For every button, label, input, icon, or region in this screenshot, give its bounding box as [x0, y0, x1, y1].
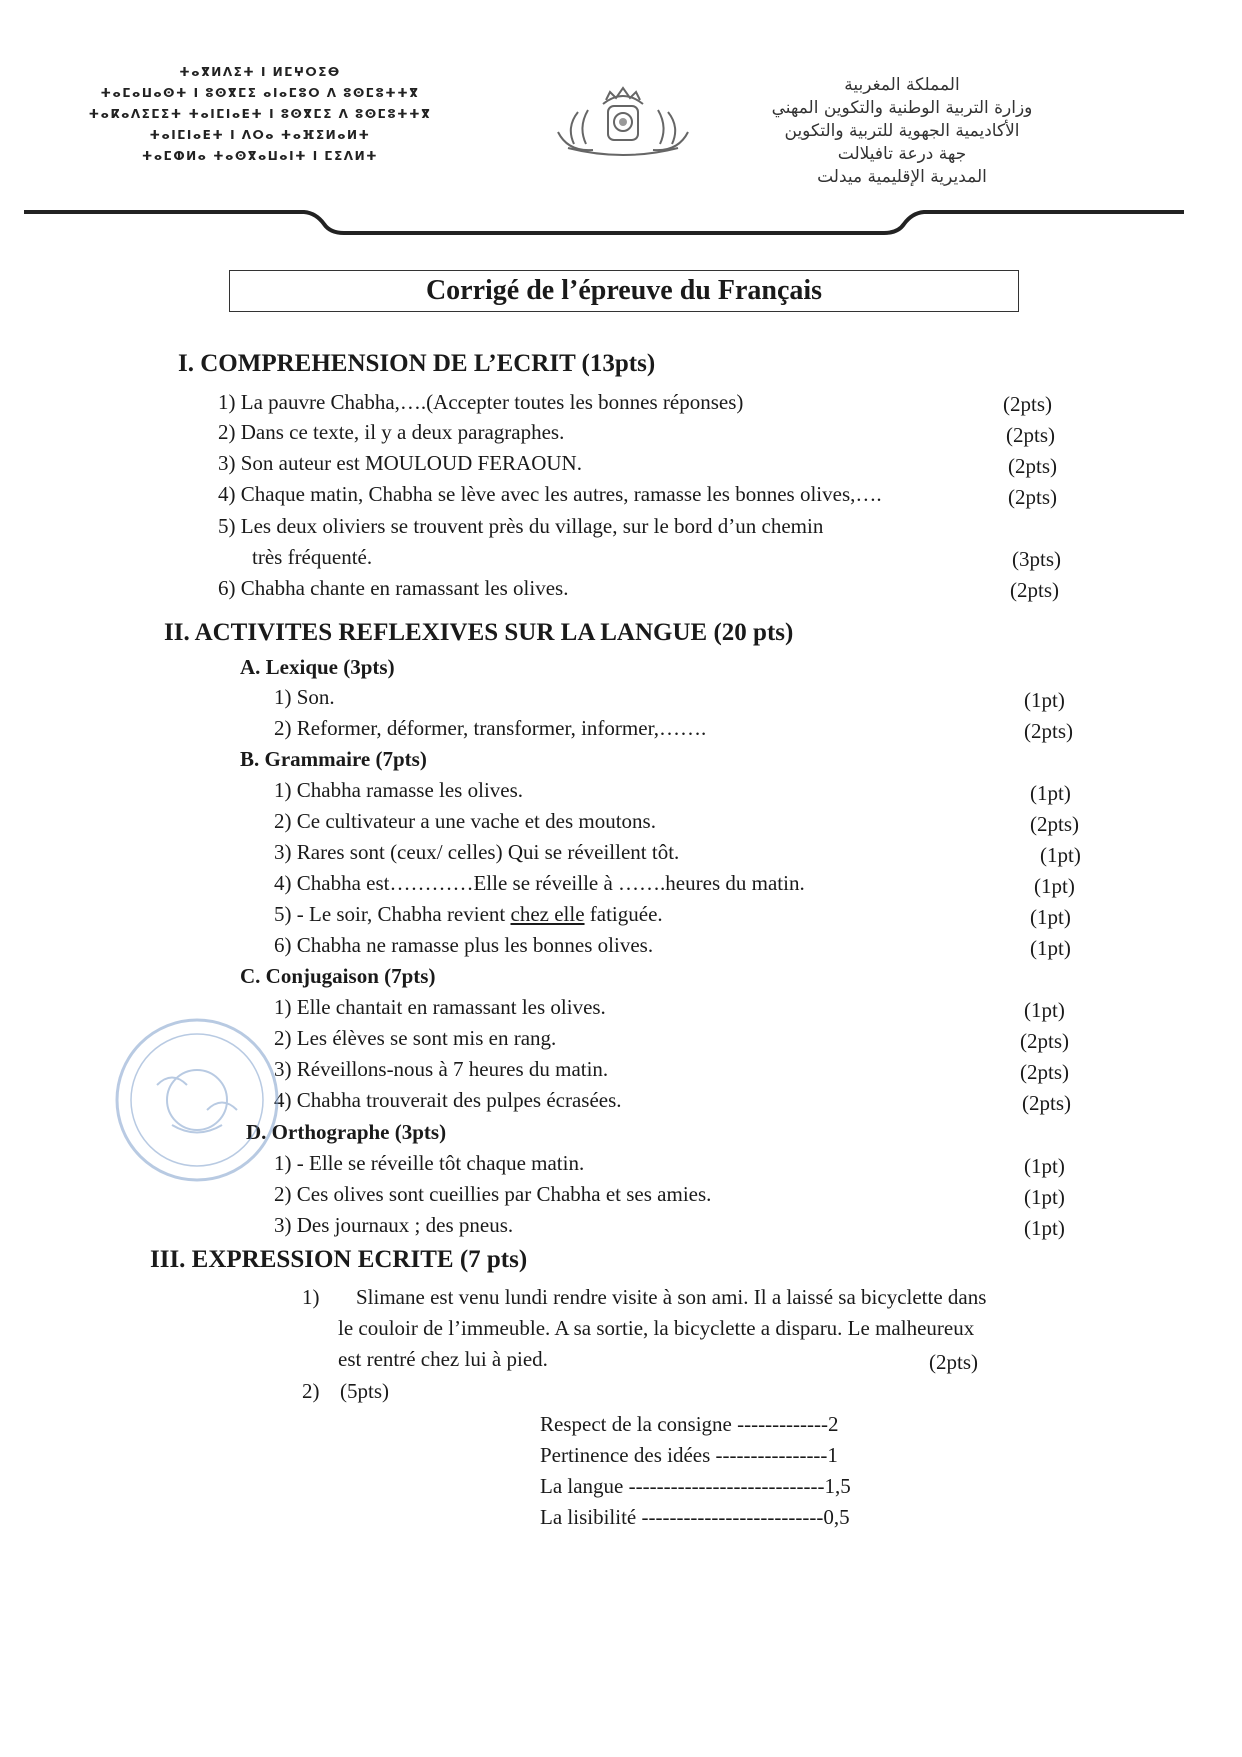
points-label: (1pt)	[1024, 998, 1065, 1022]
answer-text: 2) Ces olives sont cueillies par Chabha et ses amies.	[274, 1182, 712, 1206]
answer-text-continued: très fréquenté.	[252, 545, 373, 569]
answer-text: 2) Reformer, déformer, transformer, informer,…….	[274, 716, 707, 740]
arabic-line: المملكة المغربية	[844, 75, 960, 95]
official-stamp-icon	[112, 1015, 282, 1185]
arabic-line: الأكاديمية الجهوية للتربية والتكوين	[784, 121, 1020, 141]
criteria-label: Pertinence des idées	[540, 1443, 711, 1467]
points-label: (2pts)	[1024, 719, 1073, 743]
royal-emblem-icon	[548, 82, 698, 160]
item-number: 2)	[302, 1379, 320, 1403]
answer-text: 3) Réveillons-nous à 7 heures du matin.	[274, 1057, 609, 1081]
points-label: (1pt)	[1024, 1185, 1065, 1209]
points-label: (2pts)	[1008, 454, 1057, 478]
points-label: (1pt)	[1034, 874, 1075, 898]
answer-text-part: fatiguée.	[584, 902, 663, 926]
points-label: (1pt)	[1030, 781, 1071, 805]
answer-text: 1) Son.	[274, 685, 335, 709]
answer-text: 2) Ce cultivateur a une vache et des moutons.	[274, 809, 656, 833]
points-label: (2pts)	[1006, 423, 1055, 447]
answer-text: 2) Les élèves se sont mis en rang.	[274, 1026, 557, 1050]
points-label: (1pt)	[1030, 905, 1071, 929]
answer-text: 3) Son auteur est MOULOUD FERAOUN.	[218, 451, 582, 475]
tifinagh-line: ⵜⴰⵏⵎⵏⴰⴹⵜ ⵏ ⴷⵔⴰ ⵜⴰⴼⵉⵍⴰⵍⵜ	[149, 128, 371, 142]
answer-text	[274, 902, 663, 926]
points-label: (2pts)	[1020, 1060, 1069, 1084]
arabic-line: المديرية الإقليمية ميدلت	[817, 167, 987, 187]
tifinagh-line: ⵜⴰⴳⵍⴷⵉⵜ ⵏ ⵍⵎⵖⵔⵉⴱ	[179, 65, 341, 79]
expression-line: le couloir de l’immeuble. A sa sortie, la bicyclette a disparu. Le malheureux	[338, 1316, 975, 1340]
answer-text: 5) Les deux oliviers se trouvent près du village, sur le bord d’un chemin	[218, 514, 824, 538]
points-label: (1pt)	[1030, 936, 1071, 960]
subsection-heading: D. Orthographe (3pts)	[246, 1120, 447, 1144]
answer-text: 1) La pauvre Chabha,….(Accepter toutes les bonnes réponses)	[218, 390, 744, 414]
criteria-value: 1,5	[824, 1474, 851, 1498]
points-label: (2pts)	[1008, 485, 1057, 509]
tifinagh-header	[80, 62, 440, 167]
answer-text: 2) Dans ce texte, il y a deux paragraphes.	[218, 420, 565, 444]
criteria-value: 1	[827, 1443, 838, 1467]
answer-text: 4) Chabha trouverait des pulpes écrasées.	[274, 1088, 622, 1112]
answer-text: 1) - Elle se réveille tôt chaque matin.	[274, 1151, 585, 1175]
criteria-row	[540, 1474, 851, 1498]
item-number: 1)	[302, 1285, 320, 1309]
criteria-value: 2	[828, 1412, 839, 1436]
points-label: (2pts)	[1010, 578, 1059, 602]
section-heading: II. ACTIVITES REFLEXIVES SUR LA LANGUE (20 pts)	[164, 619, 794, 646]
page-title: Corrigé de l’épreuve du Français	[229, 270, 1019, 312]
points-label: (2pts)	[1020, 1029, 1069, 1053]
criteria-row	[540, 1505, 850, 1529]
points-label: (1pt)	[1024, 688, 1065, 712]
criteria-leader: --------------------------	[636, 1505, 824, 1529]
answer-text: 3) Des journaux ; des pneus.	[274, 1213, 514, 1237]
answer-text: 1) Elle chantait en ramassant les olives.	[274, 995, 606, 1019]
answer-text: 4) Chaque matin, Chabha se lève avec les autres, ramasse les bonnes olives,….	[218, 482, 882, 506]
tifinagh-line: ⵜⴰⵎⵀⵍⴰ ⵜⴰⵙⴳⴰⵡⴰⵏⵜ ⵏ ⵎⵉⴷⵍⵜ	[141, 149, 379, 163]
criteria-leader: -------------	[731, 1412, 829, 1436]
points-label: (5pts)	[340, 1379, 389, 1403]
header-divider	[24, 202, 1184, 238]
points-label: (2pts)	[929, 1350, 978, 1374]
points-label: (1pt)	[1024, 1154, 1065, 1178]
criteria-row	[540, 1443, 838, 1467]
underlined-answer: chez elle	[510, 902, 585, 926]
expression-line: Slimane est venu lundi rendre visite à son ami. Il a laissé sa bicyclette dans	[356, 1285, 987, 1309]
tifinagh-line: ⵜⴰⴽⴰⴷⵉⵎⵉⵜ ⵜⴰⵏⵎⵏⴰⴹⵜ ⵏ ⵓⵙⴳⵎⵉ ⴷ ⵓⵙⵎⵓⵜⵜⴳ	[88, 107, 432, 121]
section-heading: III. EXPRESSION ECRITE (7 pts)	[150, 1246, 528, 1273]
answer-text: 1) Chabha ramasse les olives.	[274, 778, 524, 802]
tifinagh-line: ⵜⴰⵎⴰⵡⴰⵙⵜ ⵏ ⵓⵙⴳⵎⵉ ⴰⵏⴰⵎⵓⵔ ⴷ ⵓⵙⵎⵓⵜⵜⴳ	[100, 86, 420, 100]
answer-text: 6) Chabha ne ramasse plus les bonnes olives.	[274, 933, 654, 957]
section-heading: I. COMPREHENSION DE L’ECRIT (13pts)	[178, 350, 656, 377]
subsection-heading: A. Lexique (3pts)	[240, 655, 395, 679]
points-label: (2pts)	[1030, 812, 1079, 836]
points-label: (1pt)	[1040, 843, 1081, 867]
subsection-heading: B. Grammaire (7pts)	[240, 747, 427, 771]
arabic-line: وزارة التربية الوطنية والتكوين المهني	[771, 98, 1033, 118]
criteria-leader: ----------------------------	[623, 1474, 825, 1498]
criteria-row	[540, 1412, 839, 1436]
arabic-line: جهة درعة تافيلالت	[837, 144, 967, 164]
criteria-label: Respect de la consigne	[540, 1412, 732, 1436]
answer-text: 4) Chabha est…………Elle se réveille à …….heures du matin.	[274, 871, 805, 895]
criteria-label: La lisibilité	[540, 1505, 637, 1529]
answer-text-part: 5) - Le soir, Chabha revient	[274, 902, 511, 926]
criteria-value: 0,5	[823, 1505, 850, 1529]
points-label: (3pts)	[1012, 547, 1061, 571]
answer-text: 6) Chabha chante en ramassant les olives.	[218, 576, 569, 600]
criteria-label: La langue	[540, 1474, 624, 1498]
points-label: (1pt)	[1024, 1216, 1065, 1240]
answer-text: 3) Rares sont (ceux/ celles) Qui se réveillent tôt.	[274, 840, 680, 864]
points-label: (2pts)	[1022, 1091, 1071, 1115]
points-label: (2pts)	[1003, 392, 1052, 416]
arabic-header	[722, 74, 1082, 189]
subsection-heading: C. Conjugaison (7pts)	[240, 964, 436, 988]
expression-line: est rentré chez lui à pied.	[338, 1347, 548, 1371]
criteria-leader: ----------------	[710, 1443, 828, 1467]
